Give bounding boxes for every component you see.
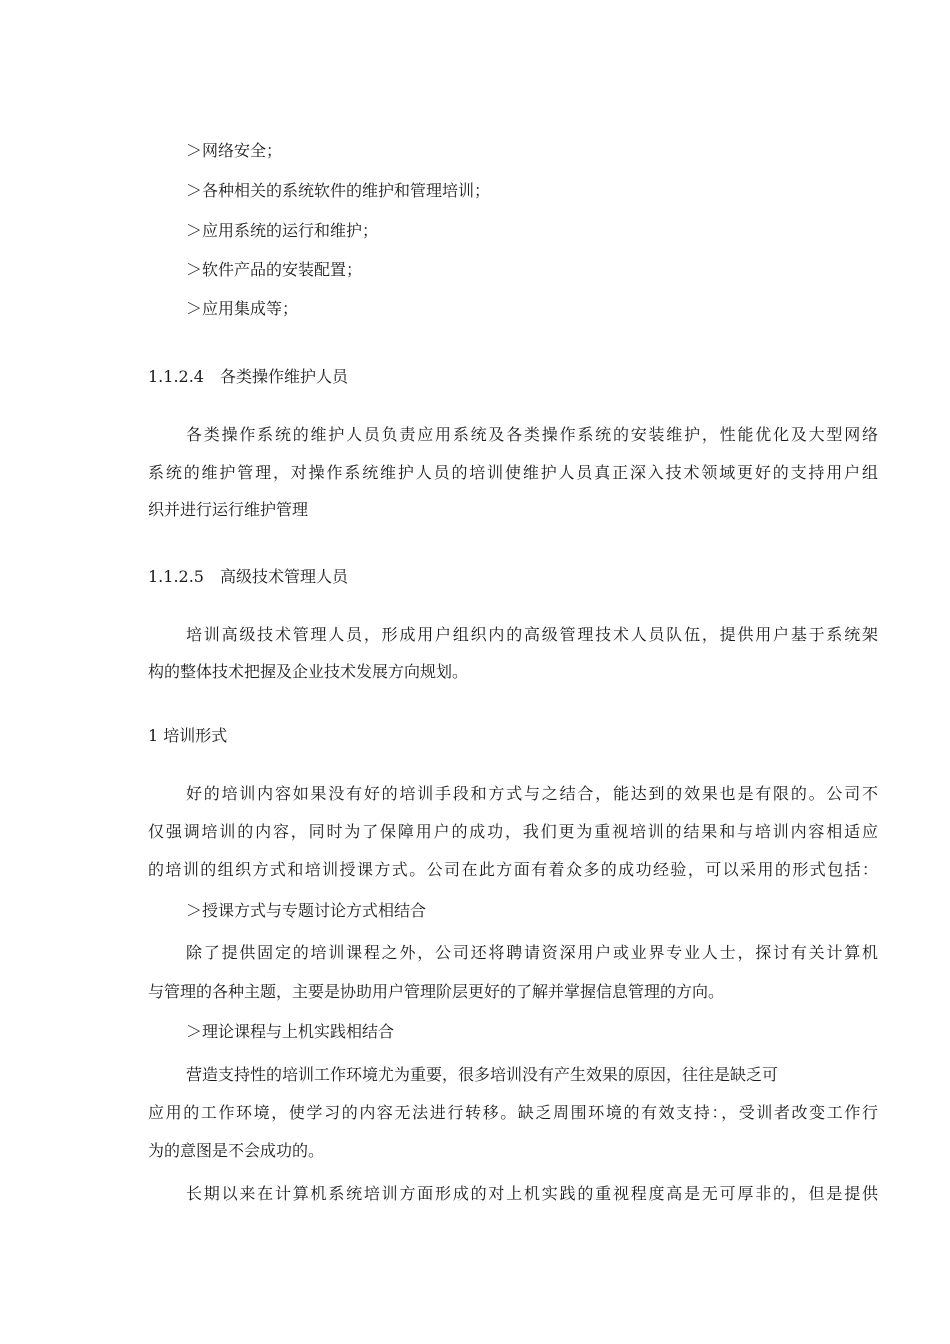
paragraph-line: 构的整体技术把握及企业技术发展方向规划。 <box>148 662 469 681</box>
section-heading-1124 <box>148 367 348 387</box>
paragraph-line: 织并进行运行维护管理 <box>148 500 309 519</box>
paragraph-line: 营造支持性的培训工作环境尤为重要，很多培训没有产生效果的原因，往往是缺乏可 <box>186 1065 779 1084</box>
bullet-item: ＞网络安全； <box>186 141 283 160</box>
section-heading-form: 1 培训形式 <box>148 726 228 745</box>
bullet-item: ＞应用集成等； <box>186 299 299 318</box>
paragraph-line: 除了提供固定的培训课程之外，公司还将聘请资深用户或业界专业人士，探讨有关计算机 <box>186 943 878 962</box>
bullet-item: ＞授课方式与专题讨论方式相结合 <box>186 901 427 920</box>
paragraph-line: 的培训的组织方式和培训授课方式。公司在此方面有着众多的成功经验，可以采用的形式包括： <box>148 860 878 879</box>
bullet-item: ＞应用系统的运行和维护； <box>186 221 379 240</box>
bullet-item: ＞软件产品的安装配置； <box>186 260 363 279</box>
section-number: 1.1.2.4 <box>148 367 204 386</box>
paragraph-line: 仅强调培训的内容，同时为了保障用户的成功，我们更为重视培训的结果和与培训内容相适应 <box>148 822 878 841</box>
paragraph-line: 与管理的各种主题，主要是协助用户管理阶层更好的了解并掌握信息管理的方向。 <box>148 982 725 1001</box>
paragraph-line: 各类操作系统的维护人员负责应用系统及各类操作系统的安装维护，性能优化及大型网络 <box>186 425 878 444</box>
section-title: 各类操作维护人员 <box>219 367 348 386</box>
paragraph-line: 好的培训内容如果没有好的培训手段和方式与之结合，能达到的效果也是有限的。公司不 <box>186 784 878 803</box>
paragraph-line: 应用的工作环境，使学习的内容无法进行转移。缺乏周围环境的有效支持：，受训者改变工作行 <box>148 1103 878 1122</box>
bullet-item: ＞理论课程与上机实践相结合 <box>186 1022 395 1041</box>
bullet-item: ＞各种相关的系统软件的维护和管理培训； <box>186 181 491 200</box>
paragraph-line: 长期以来在计算机系统培训方面形成的对上机实践的重视程度高是无可厚非的，但是提供 <box>186 1184 878 1203</box>
section-number: 1.1.2.5 <box>148 567 204 586</box>
paragraph-line: 系统的维护管理，对操作系统维护人员的培训使维护人员真正深入技术领域更好的支持用户组 <box>148 463 878 482</box>
section-heading-1125 <box>148 567 348 587</box>
section-title: 高级技术管理人员 <box>219 567 348 586</box>
paragraph-line: 为的意图是不会成功的。 <box>148 1141 325 1160</box>
paragraph-line: 培训高级技术管理人员，形成用户组织内的高级管理技术人员队伍，提供用户基于系统架 <box>186 625 878 644</box>
